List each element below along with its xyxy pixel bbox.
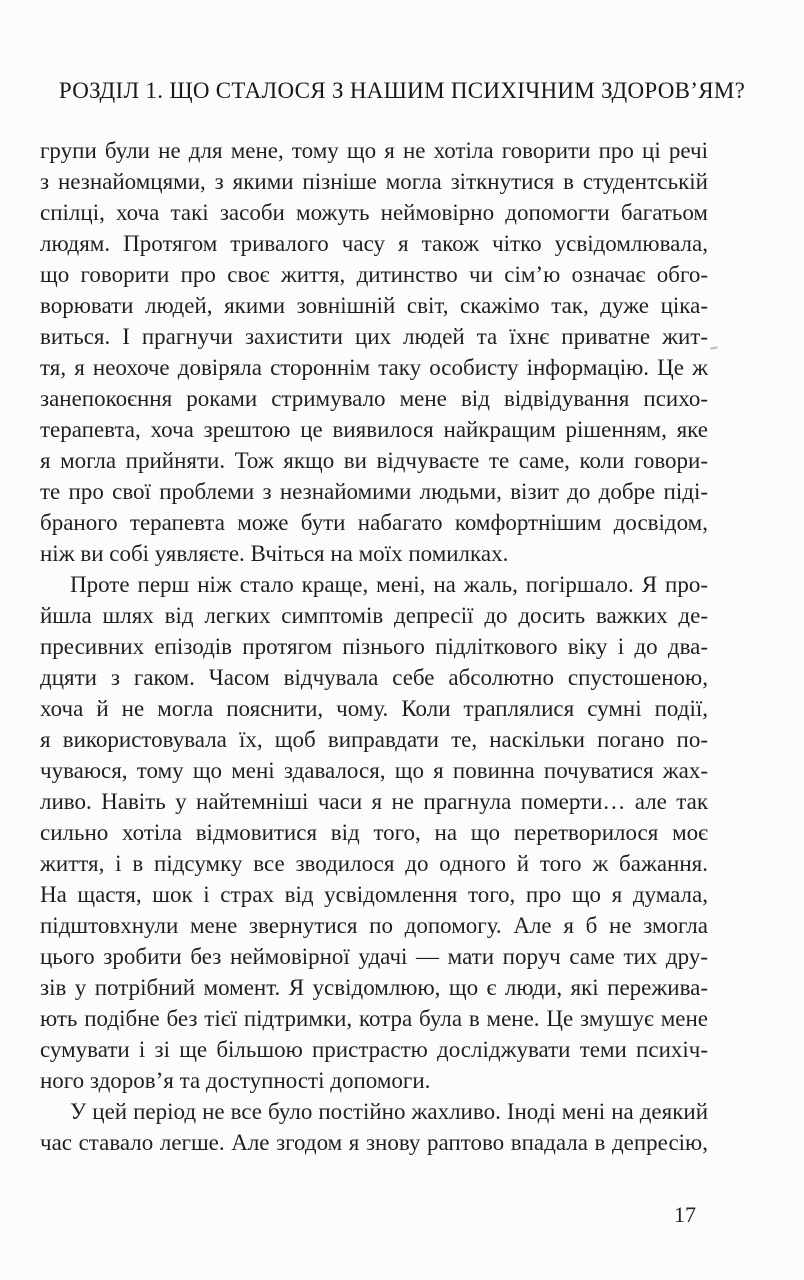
text-line: групи були не для мене, тому що я не хотіла говорити про ці речі bbox=[40, 138, 708, 163]
text-line: тя, я неохоче довіряла стороннім таку особисту інформацію. Це ж bbox=[40, 355, 708, 380]
text-line: ного здоров’я та доступності допомоги. bbox=[40, 1068, 431, 1093]
text-line: йшла шлях від легких симптомів депресії до досить важких де- bbox=[40, 603, 708, 628]
text-line: я використовувала їх, щоб виправдати те, наскільки погано по- bbox=[40, 727, 708, 752]
text-line: з незнайомцями, з якими пізніше могла зіткнутися в студентській bbox=[40, 169, 708, 194]
text-line: те про свої проблеми з незнайомими людьми, візит до добре піді- bbox=[40, 479, 708, 504]
text-line: ніж ви собі уявляєте. Вчіться на моїх помилках. bbox=[40, 541, 509, 566]
text-line: чуваюся, тому що мені здавалося, що я повинна почуватися жах- bbox=[40, 758, 708, 783]
text-line: сильно хотіла відмовитися від того, на що перетворилося моє bbox=[40, 820, 708, 845]
text-line: ють подібне без тієї підтримки, котра була в мене. Це змушує мене bbox=[40, 1006, 708, 1031]
text-line: час ставало легше. Але згодом я знову раптово впадала в депресію, bbox=[40, 1130, 708, 1155]
text-line: ливо. Навіть у найтемніші часи я не прагнула померти… але так bbox=[40, 789, 708, 814]
chapter-header: РОЗДІЛ 1. ЩО СТАЛОСЯ З НАШИМ ПСИХІЧНИМ ЗДОРОВ’ЯМ? bbox=[58, 78, 746, 103]
text-line: цього зробити без неймовірної удачі — мати поруч саме тих дру- bbox=[40, 944, 708, 969]
scan-artifact bbox=[710, 346, 718, 349]
text-line: пресивних епізодів протягом пізнього підліткового віку і до два- bbox=[40, 634, 708, 659]
text-line: спілці, хоча такі засоби можуть неймовірно допомогти багатьом bbox=[40, 200, 708, 225]
text-line: я могла прийняти. Тож якщо ви відчуваєте те саме, коли говори- bbox=[40, 448, 708, 473]
text-line: У цей період не все було постійно жахливо. Іноді мені на деякий bbox=[70, 1099, 708, 1124]
text-line: зів у потрібний момент. Я усвідомлюю, що є люди, які пережива- bbox=[40, 975, 708, 1000]
text-line: підштовхнули мене звернутися по допомогу. Але я б не змогла bbox=[40, 913, 708, 938]
text-line: На щастя, шок і страх від усвідомлення того, про що я думала, bbox=[40, 882, 708, 907]
text-line: людям. Протягом тривалого часу я також чітко усвідомлювала, bbox=[40, 231, 708, 256]
text-line: браного терапевта може бути набагато комфортнішим досвідом, bbox=[40, 510, 708, 535]
text-line: Проте перш ніж стало краще, мені, на жаль, погіршало. Я про- bbox=[70, 572, 708, 597]
text-line: життя, і в підсумку все зводилося до одного й того ж бажання. bbox=[40, 851, 708, 876]
text-line: хоча й не могла пояснити, чому. Коли траплялися сумні події, bbox=[40, 696, 708, 721]
text-line: терапевта, хоча зрештою це виявилося найкращим рішенням, яке bbox=[40, 417, 708, 442]
page-number: 17 bbox=[674, 1202, 696, 1227]
text-line: дцяти з гаком. Часом відчувала себе абсолютно спустошеною, bbox=[40, 665, 708, 690]
text-line: занепокоєння роками стримувало мене від відвідування психо- bbox=[40, 386, 708, 411]
text-line: виться. І прагнучи захистити цих людей та їхнє приватне жит- bbox=[40, 324, 708, 349]
text-line: що говорити про своє життя, дитинство чи сім’ю означає обго- bbox=[40, 262, 708, 287]
text-line: ворювати людей, якими зовнішній світ, скажімо так, дуже ціка- bbox=[40, 293, 708, 318]
text-line: сумувати і зі ще більшою пристрастю досліджувати теми психіч- bbox=[40, 1037, 708, 1062]
body-text bbox=[40, 135, 708, 1158]
